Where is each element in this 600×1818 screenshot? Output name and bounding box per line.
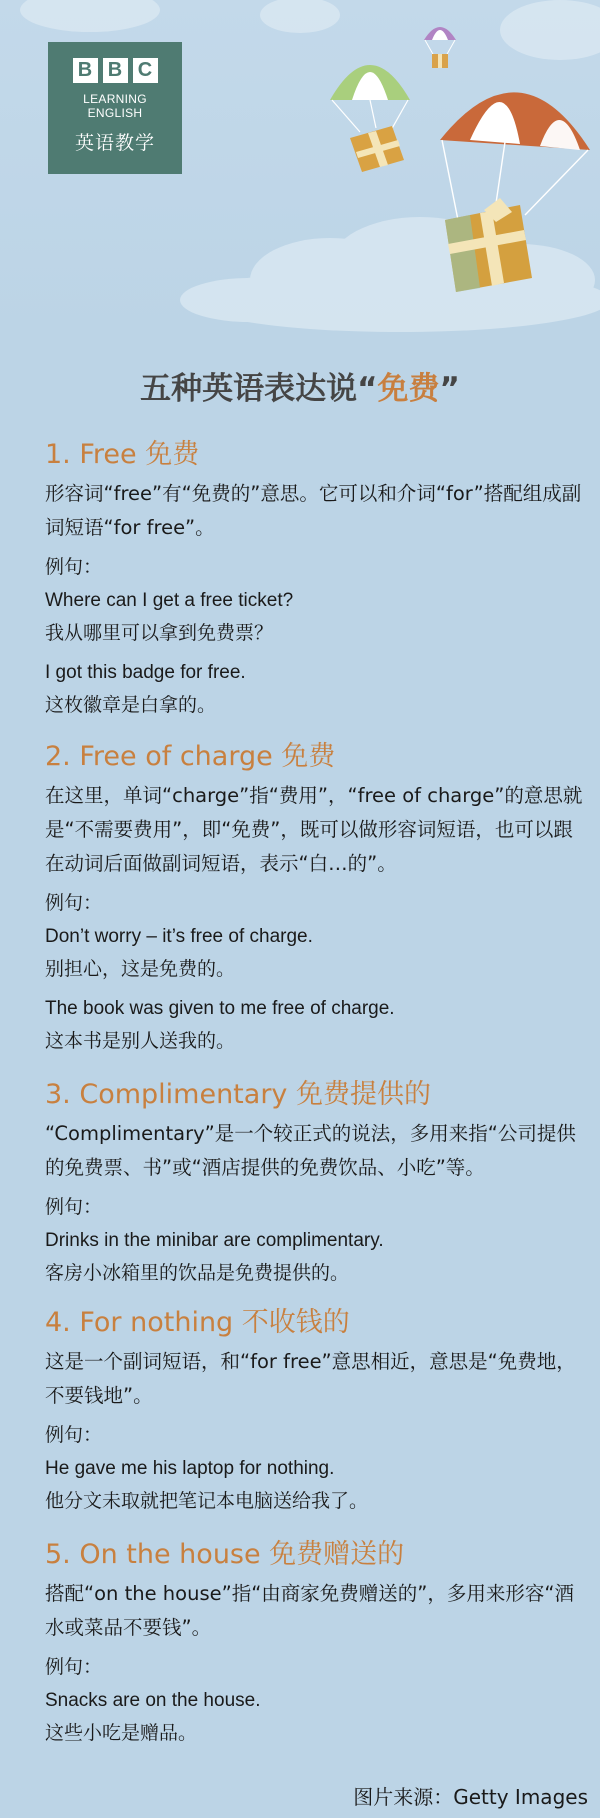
example-english: Don’t worry – it’s free of charge. [45,926,313,947]
example-item [45,921,585,985]
bbc-letter: B [103,58,128,83]
example-label: 例句： [45,892,103,914]
section-heading: 4. For nothing 不收钱的 [45,1307,350,1338]
example-chinese: 这枚徽章是白拿的。 [45,694,217,716]
example-chinese: 我从哪里可以拿到免费票？ [45,622,274,644]
title-suffix: ” [439,371,460,407]
bbc-letter: C [133,58,158,83]
example-item [45,993,585,1057]
example-label: 例句： [45,1424,103,1446]
header-illustration [0,0,600,340]
example-chinese: 这些小吃是赠品。 [45,1722,198,1744]
section-for-nothing [45,1303,585,1517]
section-description: 形容词“free”有“免费的”意思。它可以和介词“for”搭配组成副词短语“for free”。 [45,482,582,539]
example-item [45,1685,585,1749]
section-description: “Complimentary”是一个较正式的说法，多用来指“公司提供的免费票、书”或“酒店提供的免费饮品、小吃”等。 [45,1122,576,1179]
section-complimentary [45,1075,585,1289]
logo-learning-text: LEARNING [83,92,147,106]
title-highlight: 免费 [377,371,440,407]
example-english: He gave me his laptop for nothing. [45,1458,335,1479]
section-free-of-charge [45,737,585,1057]
example-label: 例句： [45,1196,103,1218]
section-heading: 5. On the house 免费赠送的 [45,1539,405,1570]
logo-chinese-text: 英语教学 [74,132,155,154]
section-heading: 1. Free 免费 [45,439,200,470]
bbc-letters [48,58,182,83]
section-free [45,435,585,721]
example-chinese: 客房小冰箱里的饮品是免费提供的。 [45,1262,350,1284]
section-description: 搭配“on the house”指“由商家免费赠送的”，多用来形容“酒水或菜品不要钱”。 [45,1582,575,1639]
example-english: Drinks in the minibar are complimentary. [45,1230,384,1251]
example-item [45,657,585,721]
page-title [0,363,600,408]
example-item [45,1225,585,1289]
example-english: The book was given to me free of charge. [45,998,395,1019]
section-heading: 3. Complimentary 免费提供的 [45,1079,431,1110]
example-english: I got this badge for free. [45,662,246,683]
bbc-learning-english-logo [48,42,182,174]
section-description: 在这里，单词“charge”指“费用”，“free of charge”的意思就是“不需要费用”，即“免费”，既可以做形容词短语，也可以跟在动词后面做副词短语，表示“白…的”。 [45,784,583,875]
section-on-the-house [45,1535,585,1749]
bbc-letter: B [73,58,98,83]
logo-english-text: ENGLISH [87,106,143,120]
title-prefix: 五种英语表达说“ [140,371,378,407]
main-content [45,435,585,1757]
example-english: Snacks are on the house. [45,1690,261,1711]
image-source-credit: 图片来源：Getty Images [353,1785,588,1809]
section-heading: 2. Free of charge 免费 [45,741,336,772]
example-label: 例句： [45,1656,103,1678]
example-label: 例句： [45,556,103,578]
example-chinese: 别担心，这是免费的。 [45,958,236,980]
section-description: 这是一个副词短语，和“for free”意思相近，意思是“免费地，不要钱地”。 [45,1350,576,1407]
example-chinese: 这本书是别人送我的。 [45,1030,236,1052]
example-chinese: 他分文未取就把笔记本电脑送给我了。 [45,1490,369,1512]
example-item [45,1453,585,1517]
example-english: Where can I get a free ticket? [45,590,294,611]
example-item [45,585,585,649]
